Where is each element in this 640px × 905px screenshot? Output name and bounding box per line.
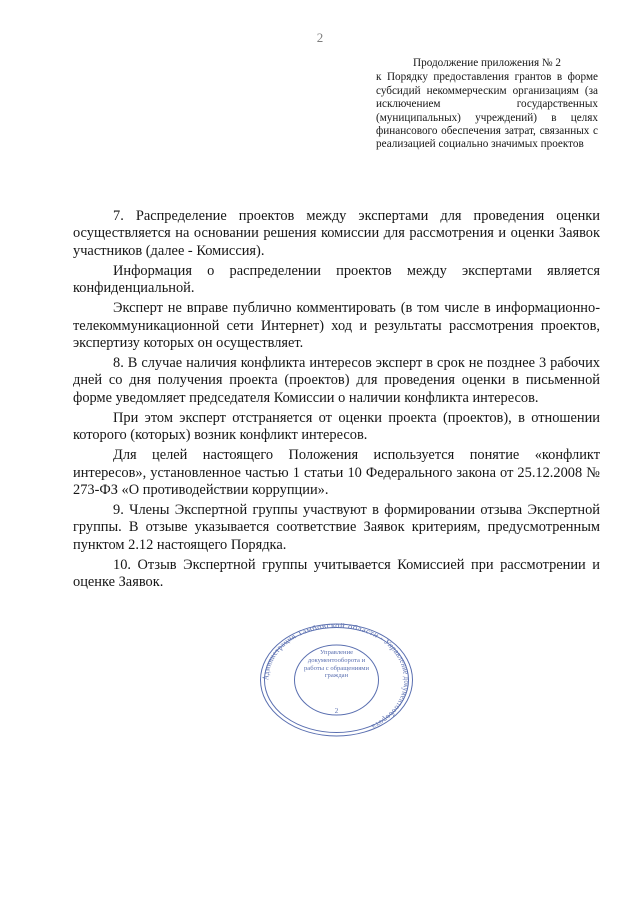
official-stamp [258, 622, 415, 738]
paragraph: 8. В случае наличия конфликта интересов эксперт в срок не позднее 3 рабочих дней со дня получения проекта (проектов) для проведения оценки в письменной форме уведомляет председателя Комиссии о наличии конфликта интересов. [73, 355, 600, 406]
appendix-heading [376, 57, 598, 152]
paragraph: 7. Распределение проектов между экспертами для проведения оценки осуществляется на основании решения комиссии для рассмотрения и оценки Заявок участников (далее - Комиссия). [73, 208, 600, 259]
paragraph: Эксперт не вправе публично комментировать (в том числе в информационно-телекоммуникационной сети Интернет) ход и результаты рассмотрения проектов, экспертизу которых он осуществляет. [73, 300, 600, 352]
paragraph: 9. Члены Экспертной группы участвуют в формировании отзыва Экспертной группы. В отзыве указывается соответствие Заявок критериям, предусмотренным пунктом 2.12 настоящего Порядка. [73, 502, 600, 553]
stamp-number: 2 [334, 707, 339, 715]
paragraph: Информация о распределении проектов между экспертами является конфиденциальной. [73, 262, 600, 297]
appendix-text: к Порядку предоставления грантов в форме субсидий некоммерческим организациям (за исключением государственных (муниципальных) учреждений) в целях финансового обеспечения затрат, связанных с реализацией социально значимых проектов [376, 71, 598, 151]
paragraph: При этом эксперт отстраняется от оценки проекта (проектов), в отношении которого (которых) возник конфликт интересов. [73, 409, 600, 444]
document-body [73, 208, 600, 594]
paragraph: 10. Отзыв Экспертной группы учитывается Комиссией при рассмотрении и оценке Заявок. [73, 556, 600, 591]
stamp-inner-text: Управление документооборота и работы с обращениями граждан [304, 649, 369, 680]
appendix-title: Продолжение приложения № 2 [413, 57, 561, 69]
page-number: 2 [316, 30, 324, 45]
stamp-outer-text: Администрация Тамбовской области · Управление документооборота [260, 622, 413, 731]
paragraph: Для целей настоящего Положения используется понятие «конфликт интересов», установленное частью 1 статьи 10 Федерального закона от 25.12.2008 № 273-ФЗ «О противодействии коррупции». [73, 447, 600, 499]
